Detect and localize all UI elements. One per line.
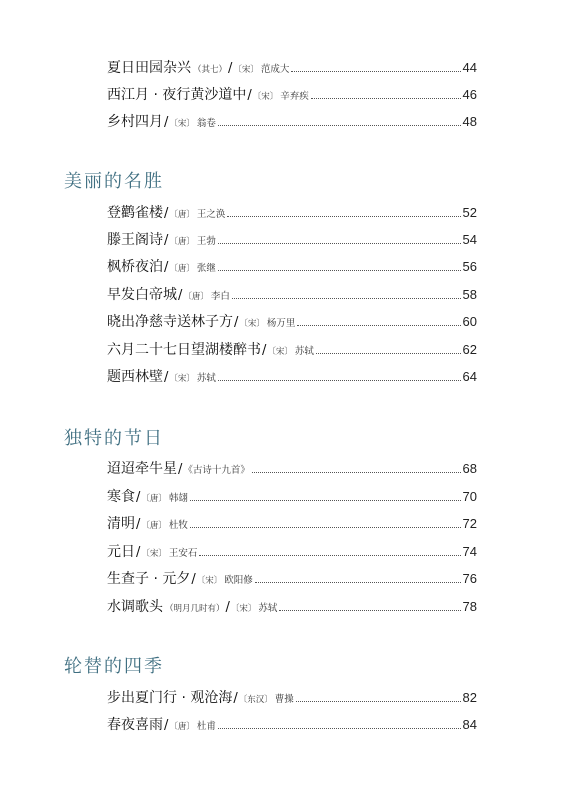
toc-entry[interactable]: [107, 229, 477, 249]
separator: /: [247, 88, 252, 103]
toc-entry[interactable]: [107, 568, 477, 588]
page-number: 64: [462, 369, 477, 384]
dynasty: 〔宋〕: [196, 576, 223, 586]
leader-dots: [218, 727, 461, 729]
leader-dots: [291, 70, 460, 72]
separator: /: [233, 691, 238, 706]
dynasty: 〔宋〕: [267, 347, 293, 357]
page-number: 82: [462, 690, 477, 705]
section-title: 独特的节日: [64, 428, 164, 449]
poem-title: 西江月 · 夜行黄沙道中: [107, 87, 247, 103]
dynasty: 〔唐〕: [141, 494, 167, 504]
separator: /: [136, 490, 141, 505]
poem-title: 寒食: [107, 489, 135, 505]
author: 王之涣: [196, 209, 226, 220]
poem-title: 生查子 · 元夕: [107, 571, 191, 587]
dynasty: 〔宋〕: [169, 374, 195, 384]
author: 范成大: [260, 64, 290, 75]
separator: /: [178, 288, 183, 303]
page-number: 46: [462, 87, 477, 102]
leader-dots: [218, 269, 461, 271]
poem-title: 题西林壁: [107, 369, 163, 385]
page-number: 62: [462, 342, 477, 357]
section-title: 轮替的四季: [64, 656, 164, 677]
page-number: 72: [462, 516, 477, 531]
author: 《古诗十九首》: [183, 465, 250, 476]
poem-title: 步出夏门行 · 观沧海: [107, 690, 233, 706]
page-number: 44: [462, 60, 477, 75]
page-number: 74: [462, 544, 477, 559]
author: 苏轼: [196, 373, 216, 384]
dynasty: 〔东汉〕: [238, 695, 273, 705]
separator: /: [164, 718, 169, 733]
separator: /: [136, 517, 141, 532]
page-number: 78: [462, 599, 477, 614]
leader-dots: [316, 352, 461, 354]
author: 韩翃: [168, 493, 188, 504]
leader-dots: [297, 324, 460, 326]
author: 李白: [210, 291, 230, 302]
leader-dots: [190, 499, 461, 501]
author: 翁卷: [196, 118, 216, 129]
leader-dots: [252, 471, 461, 473]
section-title: 美丽的名胜: [64, 171, 164, 192]
toc-entry[interactable]: [107, 284, 477, 304]
leader-dots: [255, 581, 461, 583]
leader-dots: [227, 215, 460, 217]
leader-dots: [190, 526, 461, 528]
author: 曹操: [274, 694, 294, 705]
page-number: 70: [462, 489, 477, 504]
poem-title: 枫桥夜泊: [107, 259, 163, 275]
separator: /: [228, 61, 233, 76]
separator: /: [164, 260, 169, 275]
separator: /: [164, 206, 169, 221]
toc-entry[interactable]: [107, 458, 477, 478]
poem-title: 夏日田园杂兴: [107, 60, 191, 76]
poem-title: 元日: [107, 544, 135, 560]
toc-entry[interactable]: [107, 339, 477, 359]
toc-entry[interactable]: [107, 366, 477, 386]
toc-entry[interactable]: [107, 687, 477, 707]
page-number: 84: [462, 717, 477, 732]
dynasty: 〔唐〕: [169, 210, 195, 220]
poem-title: 早发白帝城: [107, 287, 177, 303]
page-number: 58: [462, 287, 477, 302]
page-number: 54: [462, 232, 477, 247]
toc-entry[interactable]: [107, 256, 477, 276]
poem-title: 乡村四月: [107, 114, 163, 130]
separator: /: [164, 115, 169, 130]
page-number: 76: [462, 571, 477, 586]
toc-entry[interactable]: [107, 111, 477, 131]
author: 辛弃疾: [280, 91, 309, 102]
author: 杜牧: [168, 520, 188, 531]
author: 杜甫: [196, 721, 216, 732]
page-number: 56: [462, 259, 477, 274]
leader-dots: [279, 609, 460, 611]
leader-dots: [232, 297, 461, 299]
toc-entry[interactable]: [107, 57, 477, 77]
dynasty: 〔宋〕: [233, 65, 259, 75]
poem-title: 六月二十七日望湖楼醉书: [107, 342, 261, 358]
leader-dots: [296, 700, 461, 702]
leader-dots: [311, 97, 461, 99]
dynasty: 〔宋〕: [169, 119, 195, 129]
toc-entry[interactable]: [107, 513, 477, 533]
poem-title: 清明: [107, 516, 135, 532]
toc-entry[interactable]: [107, 486, 477, 506]
poem-subtitle: （明月几时有）: [165, 604, 225, 614]
separator: /: [178, 462, 183, 477]
page-number: 68: [462, 461, 477, 476]
poem-title: 晓出净慈寺送林子方: [107, 314, 233, 330]
poem-title: 滕王阁诗: [107, 232, 163, 248]
poem-title: 水调歌头: [107, 599, 163, 615]
separator: /: [225, 600, 230, 615]
toc-entry[interactable]: [107, 596, 477, 616]
dynasty: 〔宋〕: [252, 92, 279, 102]
separator: /: [234, 315, 239, 330]
toc-entry[interactable]: [107, 311, 477, 331]
dynasty: 〔唐〕: [141, 521, 167, 531]
author: 王勃: [196, 236, 216, 247]
leader-dots: [218, 124, 461, 126]
author: 张继: [196, 263, 216, 274]
separator: /: [164, 233, 169, 248]
toc-entry[interactable]: [107, 714, 477, 734]
poem-title: 春夜喜雨: [107, 717, 163, 733]
dynasty: 〔宋〕: [239, 319, 265, 329]
poem-subtitle: （其七）: [193, 65, 228, 75]
author: 王安石: [168, 548, 198, 559]
dynasty: 〔唐〕: [169, 722, 195, 732]
author: 杨万里: [266, 318, 296, 329]
author: 欧阳修: [224, 575, 253, 586]
author: 苏轼: [294, 346, 314, 357]
dynasty: 〔唐〕: [169, 237, 195, 247]
toc-entry[interactable]: [107, 84, 477, 104]
leader-dots: [218, 242, 461, 244]
dynasty: 〔唐〕: [169, 264, 195, 274]
separator: /: [136, 545, 141, 560]
poem-title: 登鹳雀楼: [107, 205, 163, 221]
separator: /: [164, 370, 169, 385]
author: 苏轼: [258, 603, 278, 614]
toc-entry[interactable]: [107, 202, 477, 222]
dynasty: 〔宋〕: [141, 549, 167, 559]
poem-title: 迢迢牵牛星: [107, 461, 177, 477]
separator: /: [262, 343, 267, 358]
page-number: 48: [462, 114, 477, 129]
dynasty: 〔宋〕: [230, 604, 257, 614]
toc-entry[interactable]: [107, 541, 477, 561]
page-number: 60: [462, 314, 477, 329]
dynasty: 〔唐〕: [183, 292, 209, 302]
leader-dots: [199, 554, 460, 556]
separator: /: [191, 572, 196, 587]
leader-dots: [218, 379, 461, 381]
page-number: 52: [462, 205, 477, 220]
